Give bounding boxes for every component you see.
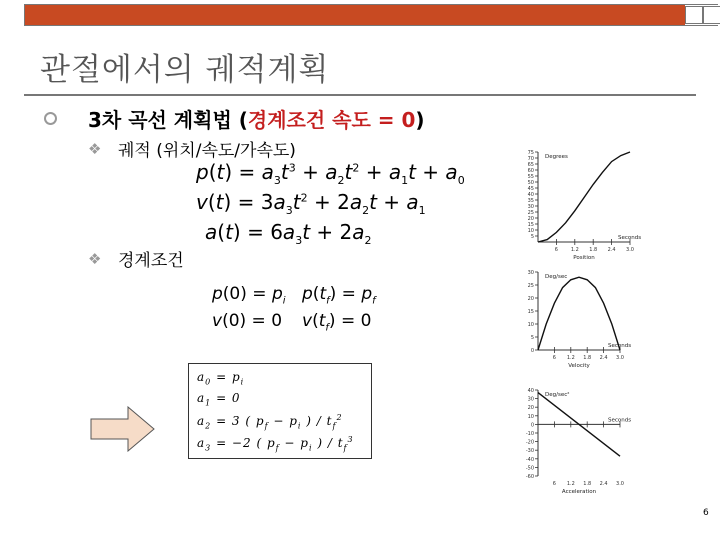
y-tick-label: -40	[525, 456, 534, 463]
x-tick-label: 1.8	[583, 355, 592, 361]
y-tick-label: 40	[527, 388, 534, 394]
y-tick-label: 40	[527, 192, 534, 198]
slide-title: 관절에서의 궤적계획	[40, 52, 330, 88]
x-tick-label: 2.4	[607, 247, 616, 253]
diamond-bullet-icon: ❖	[88, 140, 102, 158]
diamond-bullet-icon: ❖	[88, 250, 102, 268]
acceleration-equation: $a(t) = 6a_3t + 2a_2$	[205, 220, 372, 247]
coef-a0: $a_0 = p_i$	[197, 370, 245, 387]
y-tick-label: -30	[525, 448, 534, 455]
x-unit-label: Seconds	[608, 417, 632, 424]
header-square-2	[703, 6, 720, 24]
bc-initial-position: $p(0) = p_i$	[212, 284, 286, 307]
y-tick-label: 15	[527, 222, 534, 228]
y-tick-label: 30	[527, 204, 534, 210]
y-axis-label: Degrees	[545, 154, 568, 160]
x-tick-label: 1.8	[589, 247, 598, 253]
y-tick-label: 20	[527, 296, 534, 302]
x-tick-label: 3.0	[616, 355, 624, 361]
y-tick-label: 35	[527, 198, 534, 204]
x-axis-label: Position	[573, 255, 595, 261]
title-divider	[24, 94, 696, 96]
y-tick-label: 25	[527, 210, 534, 216]
x-tick-label: 3.0	[616, 481, 624, 487]
x-tick-label: 1.2	[570, 247, 579, 253]
series-line	[538, 277, 620, 350]
y-tick-label: 0	[530, 422, 534, 429]
y-tick-label: -20	[525, 439, 534, 446]
header-bar-fill	[25, 5, 685, 25]
velocity-chart-svg	[512, 264, 662, 374]
y-tick-label: 65	[527, 162, 534, 168]
x-tick-label: 3.0	[626, 247, 634, 253]
bullet-3-text: 경계조건	[118, 251, 184, 271]
x-tick-label: 6	[552, 355, 556, 361]
page-number: 6	[703, 508, 709, 518]
y-tick-label: 0	[530, 348, 534, 354]
y-tick-label: 45	[527, 186, 534, 192]
header-square-1	[685, 6, 703, 24]
x-tick-label: 2.4	[599, 481, 608, 487]
y-tick-label: 25	[527, 283, 534, 289]
y-tick-label: -50	[525, 465, 534, 472]
x-tick-label: 2.4	[599, 355, 608, 361]
y-tick-label: 20	[527, 405, 534, 412]
y-tick-label: 30	[527, 396, 534, 403]
y-tick-label: 15	[527, 309, 534, 315]
header-bar	[24, 4, 718, 26]
coefficient-box	[188, 363, 372, 459]
bc-initial-velocity: v(0) = 0	[212, 311, 283, 331]
y-tick-label: 10	[527, 413, 534, 420]
x-unit-label: Seconds	[608, 343, 632, 349]
y-tick-label: 55	[527, 174, 534, 180]
bullet-1-highlight: 경계조건 속도 = 0	[247, 108, 416, 132]
x-axis-label: Acceleration	[561, 489, 597, 495]
hollow-circle-bullet-icon	[44, 112, 57, 125]
x-tick-label: 1.2	[566, 355, 575, 361]
y-tick-label: 70	[527, 156, 534, 162]
position-chart-svg	[512, 144, 662, 266]
y-tick-label: 60	[527, 168, 534, 174]
bc-final-position: $p(t_f) = p_f$	[302, 284, 376, 307]
acceleration-chart-svg	[512, 384, 662, 500]
coef-a3: $a_3 = -2$ ( $p_f - p_i$ ) / $t_f^3$	[197, 435, 354, 453]
bullet-2-text: 궤적 (위치/속도/가속도)	[118, 141, 296, 161]
y-axis-label: Deg/sec²	[545, 392, 570, 398]
y-tick-label: -60	[525, 474, 534, 480]
y-tick-label: 30	[527, 270, 534, 276]
y-tick-label: -10	[525, 431, 534, 437]
bullet-1-text: 3차 곡선 계획법 (경계조건 속도 = 0)	[88, 108, 425, 132]
series-line	[538, 152, 630, 242]
y-tick-label: 75	[527, 150, 534, 156]
y-tick-label: 5	[530, 335, 534, 341]
y-tick-label: 10	[527, 322, 534, 328]
right-arrow-icon	[90, 406, 156, 452]
coef-a1: $a_1 = 0$	[197, 391, 241, 408]
x-tick-label: 6	[554, 247, 558, 253]
y-tick-label: 20	[527, 216, 534, 222]
x-unit-label: Seconds	[618, 235, 642, 241]
x-axis-label: Velocity	[568, 363, 590, 369]
x-tick-label: 6	[552, 481, 556, 487]
bc-final-velocity: $v(t_f) = 0$	[302, 311, 372, 334]
y-tick-label: 10	[527, 228, 534, 234]
y-tick-label: 5	[530, 234, 534, 240]
x-tick-label: 1.8	[583, 481, 592, 487]
velocity-equation: $v(t) = 3a_3t^2 + 2a_2t + a_1$	[196, 190, 426, 217]
position-equation: $p(t) = a_3t^3 + a_2t^2 + a_1t + a_0$	[196, 160, 465, 187]
x-tick-label: 1.2	[566, 481, 575, 487]
y-axis-label: Deg/sec	[545, 274, 568, 280]
coef-a2: $a_2 = 3$ ( $p_f - p_i$ ) / $t_f^2$	[197, 413, 343, 431]
y-tick-label: 50	[527, 180, 534, 186]
